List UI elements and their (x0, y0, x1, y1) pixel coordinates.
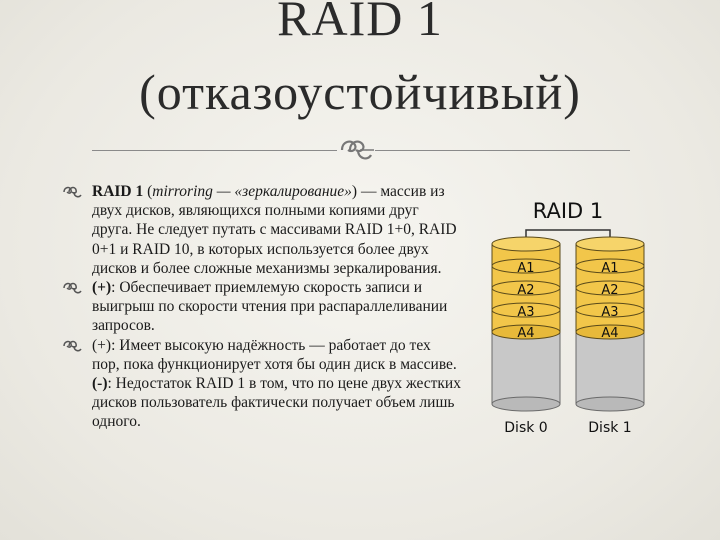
bullet-swirl-icon (62, 281, 82, 295)
bullet-text: : Обеспечивает приемлемую скорость записи и выигрыш по скорости чтения при распараллеливании запросов. (92, 279, 448, 335)
disk1-block-a2: A2 (601, 283, 619, 298)
mirror-connector (526, 230, 610, 238)
bullet-italic: mirroring — «зеркалирование» (152, 183, 352, 200)
decorative-swirl-icon (338, 135, 374, 165)
bullet-swirl-icon (62, 185, 82, 199)
disk0-block-a2: A2 (517, 283, 535, 298)
bullet-term: RAID 1 (92, 183, 144, 200)
bullet-item (62, 336, 462, 432)
raid1-diagram (488, 192, 648, 442)
bullet-item (62, 278, 462, 336)
bullet-item (62, 182, 462, 278)
diagram-title: RAID 1 (532, 199, 604, 223)
bullet-term: (+) (92, 336, 112, 354)
bullet-term: (-) (92, 375, 108, 393)
bullet-text: : Недостаток RAID 1 в том, что по цене двух жестких дисков пользователь фактически получает объем лишь одного. (92, 375, 461, 431)
disk0-block-a3: A3 (517, 305, 535, 320)
disk0-block-a4: A4 (517, 326, 535, 341)
slide-title: RAID 1 (277, 0, 443, 46)
bullet-swirl-icon (62, 339, 82, 353)
bullet-text: ) — массив из двух дисков, являющихся полными копиями друг друга. Не следует путать с массивами RAID 1+0, RAID 0+1 и RAID 10, в которых используется более двух дисков и более сложные механизмы зеркалирования. (92, 183, 457, 277)
disk-1 (576, 237, 644, 411)
slide-subtitle: (отказоустойчивый) (139, 64, 581, 120)
disk1-block-a3: A3 (601, 305, 619, 320)
divider-line-right (375, 150, 630, 151)
bullet-text: : Имеет высокую надёжность — работает до тех пор, пока функционирует хотя бы один диск в массиве. (92, 336, 457, 373)
disk0-block-a1: A1 (517, 261, 535, 276)
disk1-label: Disk 1 (588, 420, 632, 436)
disk-0 (492, 237, 560, 411)
divider-line-left (92, 150, 337, 151)
bullet-term: (+) (92, 279, 112, 297)
bullet-list (62, 182, 462, 432)
disk1-block-a1: A1 (601, 261, 619, 276)
disk1-block-a4: A4 (601, 326, 619, 341)
disk0-label: Disk 0 (504, 420, 548, 436)
bullet-text: ( (143, 183, 153, 200)
